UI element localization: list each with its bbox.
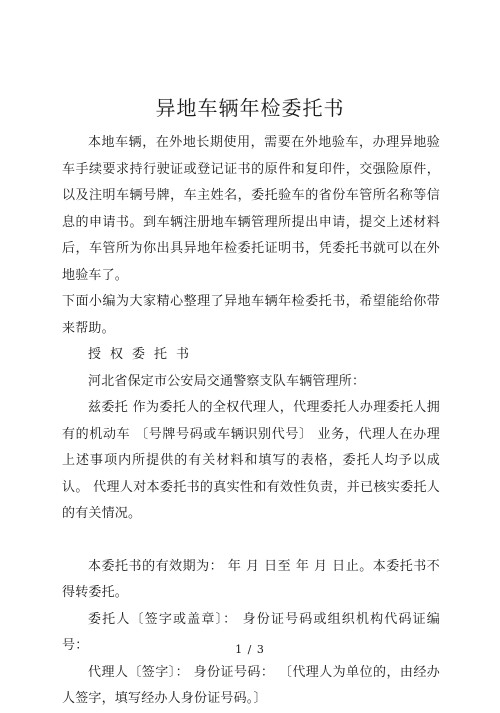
authorization-paragraph: 兹委托 作为委托人的全权代理人，代理委托人办理委托人拥有的机动车 〔号牌号码或车辆识别代号〕 业务，代理人在办理上述事项内所提供的有关材料和填写的表格，委托人均予以成认。 代理人对本委托书的真实性和有效性负责，并已核实委托人的有关情况。: [62, 400, 440, 521]
document-title: 异地车辆年检委托书: [155, 96, 345, 120]
agent-signature-line: 代理人〔签字〕： 身份证号码： 〔代理人为单位的，由经办人签字，填写经办人身份证号码。〕: [62, 664, 440, 706]
validity-paragraph: 本委托书的有效期为： 年 月 日至 年 月 日止。本委托书不得转委托。: [62, 558, 440, 600]
page-number: 1 / 3: [235, 643, 265, 656]
intro-paragraph: 本地车辆，在外地长期使用，需要在外地验车，办理异地验车手续要求持行驶证或登记证书的原件和复印件，交强险原件，以及注明车辆号牌，车主姓名，委托验车的省份车管所名称等信息的申请书。到车辆注册地车辆管理所提出申请，提交上述材料后，车管所为你出具异地年检委托证明书，凭委托书就可以在外地验车了。: [62, 135, 440, 283]
document-body: [62, 130, 440, 713]
editor-note-paragraph: 下面小编为大家精心整理了异地车辆年检委托书，希望能给你带来帮助。: [62, 294, 440, 336]
principal-signature-line: 委托人〔签字或盖章〕： 身份证号码或组织机构代码证编号：: [62, 611, 440, 653]
section-heading: 授权委托书: [88, 347, 199, 362]
recipient-line: 河北省保定市公安局交通警察支队车辆管理所：: [88, 373, 366, 389]
blank-line: [62, 528, 440, 554]
